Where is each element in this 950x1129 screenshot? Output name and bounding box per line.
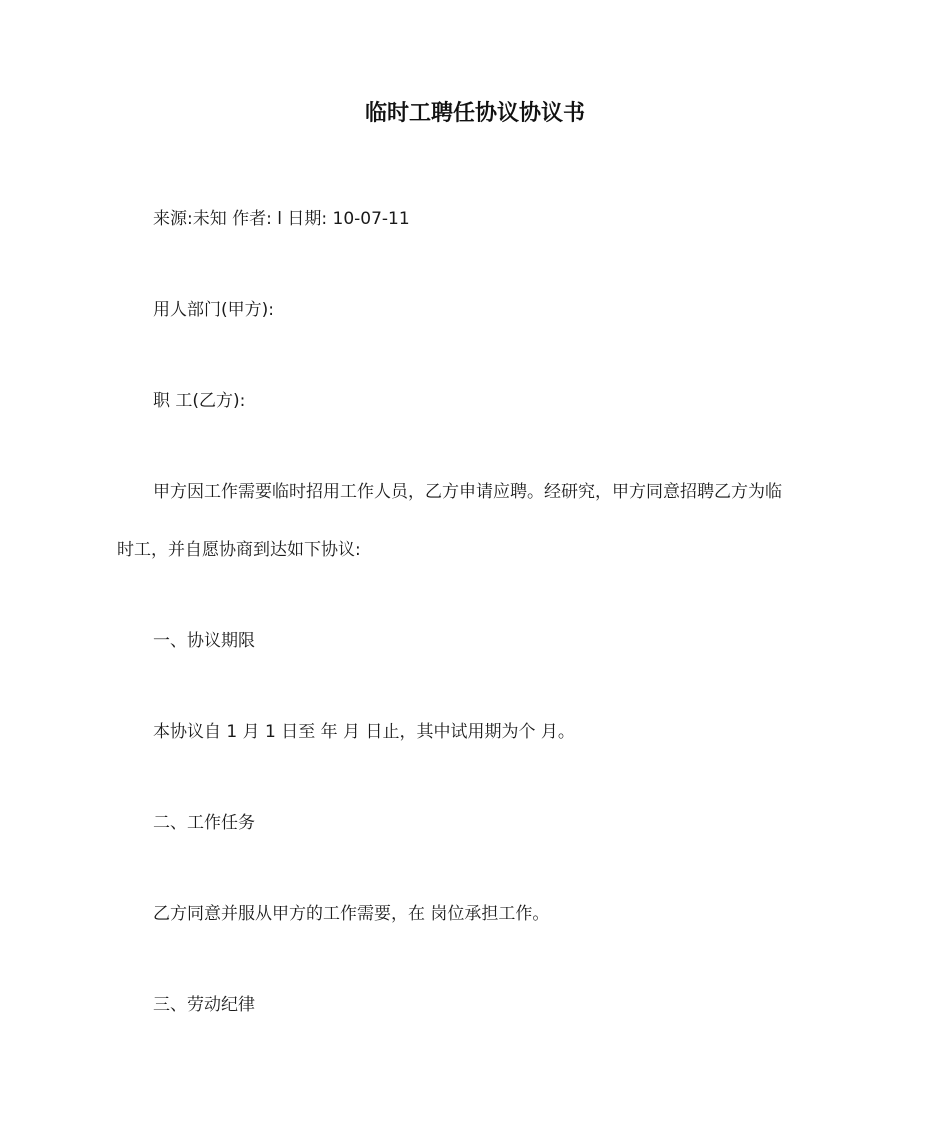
meta-line: 来源:未知 作者: l 日期: 10-07-11	[153, 209, 410, 229]
document-title: 临时工聘任协议协议书	[364, 101, 585, 126]
party-a-line: 用人部门(甲方):	[153, 300, 274, 320]
section-1-body: 本协议自 1 月 1 日至 年 月 日止，其中试用期为个 月。	[153, 722, 575, 742]
section-1-heading: 一、协议期限	[153, 631, 255, 651]
section-3-heading: 三、劳动纪律	[153, 995, 255, 1015]
section-2-body: 乙方同意并服从甲方的工作需要，在 岗位承担工作。	[153, 904, 550, 924]
intro-paragraph-line-2: 时工，并自愿协商到达如下协议:	[117, 540, 361, 560]
party-b-line: 职 工(乙方):	[153, 391, 246, 411]
section-2-heading: 二、工作任务	[153, 813, 255, 833]
intro-paragraph-line-1: 甲方因工作需要临时招用工作人员，乙方申请应聘。经研究，甲方同意招聘乙方为临	[153, 482, 782, 502]
